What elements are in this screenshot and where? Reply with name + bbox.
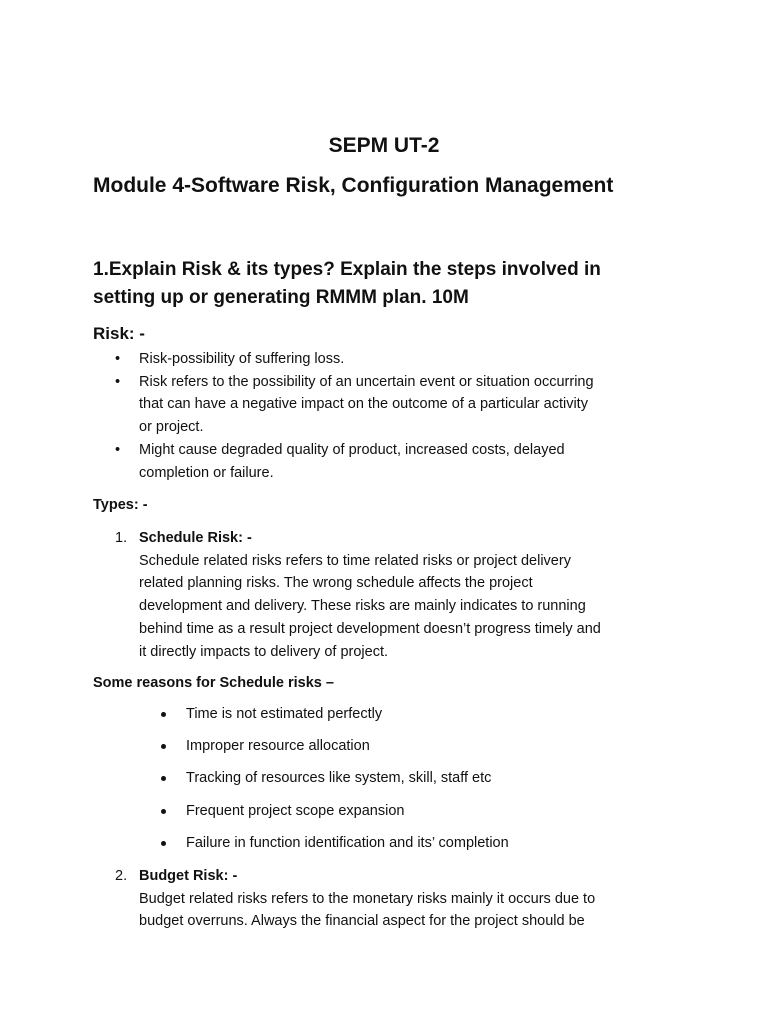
question-line: setting up or generating RMMM plan. 10M	[93, 287, 469, 308]
schedule-reason-item	[93, 832, 653, 864]
item-number: 2.	[115, 868, 128, 884]
bullet-icon: •	[115, 373, 121, 390]
type-item-label: Budget Risk: -	[139, 868, 238, 884]
bullet-icon	[161, 744, 166, 749]
bullet-icon	[161, 776, 166, 781]
type-item-label: Schedule Risk: -	[139, 530, 252, 546]
types-heading: Types: -	[93, 497, 148, 513]
risk-bullet-item	[93, 371, 683, 439]
item-number: 1.	[115, 530, 128, 546]
bullet-icon: •	[115, 351, 121, 367]
risk-bullet-item	[93, 348, 683, 371]
type-item-text-line: it directly impacts to delivery of project.	[139, 643, 389, 660]
bullet-text-line: Risk refers to the possibility of an uncertain event or situation occurring	[139, 373, 594, 390]
risk-heading: Risk: -	[93, 324, 145, 343]
bullet-text-line: Risk-possibility of suffering loss.	[139, 351, 345, 367]
risk-bullet-list	[93, 348, 683, 484]
risk-bullet-item	[93, 439, 683, 484]
bullet-icon	[161, 809, 166, 814]
document-title: SEPM UT-2	[328, 134, 440, 157]
schedule-reason-text: Tracking of resources like system, skill, staff etc	[186, 770, 492, 787]
bullet-text-line: Might cause degraded quality of product, increased costs, delayed	[139, 441, 565, 458]
type-item-text-line: behind time as a result project development doesn’t progress timely and	[139, 620, 601, 637]
bullet-icon: •	[115, 441, 121, 458]
type-item-schedule-risk	[93, 527, 693, 663]
bullet-icon	[161, 841, 166, 846]
schedule-reason-item	[93, 735, 653, 767]
type-item-text-line: budget overruns. Always the financial aspect for the project should be	[139, 913, 585, 930]
type-item-text-line: related planning risks. The wrong schedule affects the project	[139, 575, 533, 592]
schedule-reason-text: Frequent project scope expansion	[186, 802, 405, 819]
schedule-reason-text: Time is not estimated perfectly	[186, 706, 383, 722]
schedule-reason-item	[93, 703, 653, 735]
type-item-text-line: Budget related risks refers to the monetary risks mainly it occurs due to	[139, 890, 596, 907]
schedule-reason-text: Improper resource allocation	[186, 738, 370, 755]
question-line: 1.Explain Risk & its types? Explain the steps involved in	[93, 259, 601, 280]
type-item-text-line: development and delivery. These risks are mainly indicates to running	[139, 598, 586, 615]
schedule-reason-text: Failure in function identification and its’ completion	[186, 834, 509, 851]
module-title: Module 4-Software Risk, Configuration Management	[93, 174, 614, 197]
schedule-reasons-list	[93, 703, 653, 864]
bullet-icon	[161, 712, 166, 717]
bullet-text-line: completion or failure.	[139, 464, 274, 481]
schedule-reason-item	[93, 767, 653, 799]
question-heading	[93, 256, 693, 312]
type-item-text-line: Schedule related risks refers to time related risks or project delivery	[139, 552, 571, 569]
bullet-text-line: that can have a negative impact on the outcome of a particular activity	[139, 396, 588, 413]
type-item-content	[139, 527, 693, 663]
type-item-content	[139, 865, 693, 933]
type-item-budget-risk	[93, 865, 693, 933]
bullet-text-line: or project.	[139, 419, 204, 436]
schedule-reasons-heading: Some reasons for Schedule risks –	[93, 675, 334, 691]
schedule-reason-item	[93, 800, 653, 832]
